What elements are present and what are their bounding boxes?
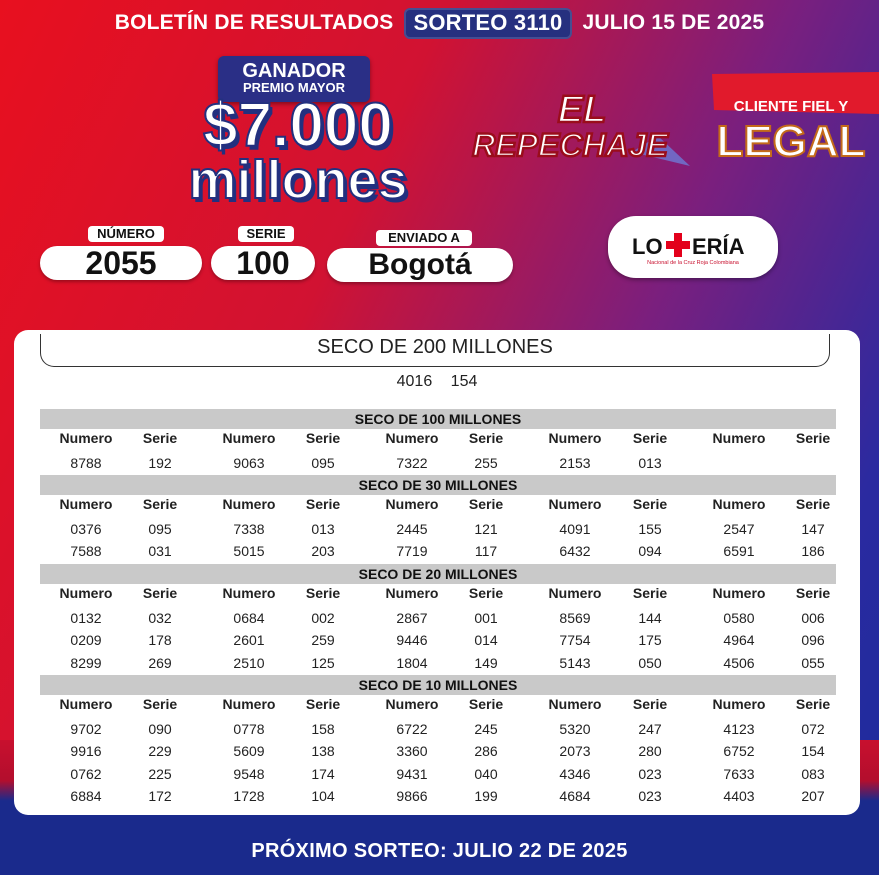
result-serie: 147 bbox=[801, 521, 825, 537]
column-header: Serie bbox=[795, 585, 831, 601]
result-numero: 7633 bbox=[723, 765, 755, 782]
column-header: Numero bbox=[222, 696, 276, 712]
result-numero: 7338 bbox=[233, 521, 265, 537]
column-header: Numero bbox=[385, 496, 439, 512]
result-numero: 5609 bbox=[233, 743, 265, 760]
result-numero: 9916 bbox=[70, 743, 102, 760]
prize-unit: millones bbox=[188, 150, 408, 210]
enviado-label: ENVIADO A bbox=[376, 230, 472, 246]
result-numero: 2547 bbox=[723, 521, 755, 537]
result-numero: 4091 bbox=[559, 521, 591, 537]
result-numero: 7754 bbox=[559, 632, 591, 649]
result-numero: 1804 bbox=[396, 654, 428, 671]
result-numero: 2073 bbox=[559, 743, 591, 760]
seco-section-title: SECO DE 30 MILLONES bbox=[40, 475, 836, 495]
column-header: Serie bbox=[468, 496, 504, 512]
result-numero: 4346 bbox=[559, 765, 591, 782]
result-numero: 4403 bbox=[723, 787, 755, 804]
result-serie: 158 bbox=[311, 721, 335, 737]
loteria-cruz-roja-logo bbox=[608, 216, 778, 278]
result-serie: 175 bbox=[638, 632, 662, 649]
result-serie: 172 bbox=[148, 787, 172, 804]
result-serie: 280 bbox=[638, 743, 662, 760]
repechaje-word-text: REPECHAJE bbox=[472, 127, 668, 163]
result-numero: 9063 bbox=[233, 455, 265, 471]
seco200-serie: 154 bbox=[450, 373, 478, 390]
result-numero: 1728 bbox=[233, 787, 265, 804]
column-header: Serie bbox=[468, 585, 504, 601]
result-serie: 207 bbox=[801, 787, 825, 804]
ganador-label: GANADOR bbox=[242, 60, 346, 82]
bulletin-header bbox=[0, 8, 879, 38]
result-serie: 186 bbox=[801, 543, 825, 560]
column-header: Numero bbox=[548, 496, 602, 512]
cliente-fiel-text: CLIENTE FIEL Y bbox=[733, 98, 849, 115]
result-numero: 6752 bbox=[723, 743, 755, 760]
result-numero: 7322 bbox=[396, 455, 428, 471]
result-numero: 9866 bbox=[396, 787, 428, 804]
column-header: Serie bbox=[142, 496, 178, 512]
column-header: Serie bbox=[305, 696, 341, 712]
column-header: Numero bbox=[222, 430, 276, 446]
result-serie: 199 bbox=[474, 787, 498, 804]
result-serie: 055 bbox=[801, 654, 825, 671]
result-numero: 0684 bbox=[233, 610, 265, 626]
result-numero: 6591 bbox=[723, 543, 755, 560]
seco200-result bbox=[14, 373, 860, 391]
cliente-fiel-legal-logo bbox=[704, 70, 879, 170]
loteria-subtitle: Nacional de la Cruz Roja Colombiana bbox=[647, 260, 739, 266]
result-numero: 2445 bbox=[396, 521, 428, 537]
seco-section-title: SECO DE 10 MILLONES bbox=[40, 675, 836, 695]
seco-section-title: SECO DE 100 MILLONES bbox=[40, 409, 836, 429]
sorteo-badge: SORTEO 3110 bbox=[404, 8, 573, 39]
column-header: Serie bbox=[142, 585, 178, 601]
result-serie: 050 bbox=[638, 654, 662, 671]
column-header: Numero bbox=[548, 430, 602, 446]
bulletin-title: BOLETÍN DE RESULTADOS bbox=[114, 11, 394, 34]
result-serie: 094 bbox=[638, 543, 662, 560]
result-numero: 4506 bbox=[723, 654, 755, 671]
result-serie: 138 bbox=[311, 743, 335, 760]
result-serie: 286 bbox=[474, 743, 498, 760]
result-serie: 154 bbox=[801, 743, 825, 760]
loteria-logo-graphic bbox=[608, 216, 778, 278]
serie-label: SERIE bbox=[238, 226, 294, 242]
result-numero: 0778 bbox=[233, 721, 265, 737]
column-header: Serie bbox=[305, 585, 341, 601]
result-serie: 178 bbox=[148, 632, 172, 649]
prize-amount: $7.000 bbox=[203, 91, 393, 160]
result-numero: 0580 bbox=[723, 610, 755, 626]
result-serie: 104 bbox=[311, 787, 335, 804]
result-numero: 8299 bbox=[70, 654, 102, 671]
result-serie: 144 bbox=[638, 610, 662, 626]
result-numero: 6884 bbox=[70, 787, 102, 804]
result-serie: 174 bbox=[311, 765, 335, 782]
column-header: Serie bbox=[632, 585, 668, 601]
draw-date: JULIO 15 DE 2025 bbox=[582, 11, 765, 34]
el-repechaje-logo bbox=[462, 86, 692, 176]
loteria-lo-text: LO bbox=[632, 234, 663, 259]
winning-number: 2055 bbox=[40, 246, 202, 280]
result-serie: 229 bbox=[148, 743, 172, 760]
result-numero: 5320 bbox=[559, 721, 591, 737]
result-serie: 032 bbox=[148, 610, 172, 626]
result-numero: 9702 bbox=[70, 721, 102, 737]
result-serie: 149 bbox=[474, 654, 498, 671]
result-serie: 155 bbox=[638, 521, 662, 537]
seco-section-title: SECO DE 20 MILLONES bbox=[40, 564, 836, 584]
result-serie: 090 bbox=[148, 721, 172, 737]
column-header: Serie bbox=[795, 430, 831, 446]
column-header: Serie bbox=[468, 696, 504, 712]
column-header: Numero bbox=[548, 696, 602, 712]
result-numero: 7588 bbox=[70, 543, 102, 560]
column-header: Numero bbox=[712, 585, 766, 601]
column-header: Numero bbox=[385, 696, 439, 712]
result-serie: 031 bbox=[148, 543, 172, 560]
result-serie: 014 bbox=[474, 632, 498, 649]
next-draw-footer: PRÓXIMO SORTEO: JULIO 22 DE 2025 bbox=[251, 840, 628, 862]
seco200-title: SECO DE 200 MILLONES bbox=[317, 336, 553, 358]
result-serie: 013 bbox=[311, 521, 335, 537]
result-serie: 095 bbox=[148, 521, 172, 537]
result-serie: 245 bbox=[474, 721, 498, 737]
column-header: Serie bbox=[632, 496, 668, 512]
column-header: Numero bbox=[385, 430, 439, 446]
column-header: Numero bbox=[222, 496, 276, 512]
results-card bbox=[14, 330, 860, 815]
result-numero: 2510 bbox=[233, 654, 265, 671]
column-header: Numero bbox=[712, 496, 766, 512]
result-numero: 9431 bbox=[396, 765, 428, 782]
result-numero: 8788 bbox=[70, 455, 102, 471]
column-header: Numero bbox=[59, 496, 113, 512]
column-header: Serie bbox=[632, 430, 668, 446]
result-numero: 8569 bbox=[559, 610, 591, 626]
result-numero: 2867 bbox=[396, 610, 428, 626]
winning-serie: 100 bbox=[211, 246, 315, 280]
result-serie: 247 bbox=[638, 721, 662, 737]
result-serie: 225 bbox=[148, 765, 172, 782]
result-serie: 121 bbox=[474, 521, 498, 537]
premio-mayor-label: PREMIO MAYOR bbox=[242, 80, 346, 95]
result-serie: 001 bbox=[474, 610, 498, 626]
result-numero: 5015 bbox=[233, 543, 265, 560]
result-numero: 9446 bbox=[396, 632, 428, 649]
result-numero: 5143 bbox=[559, 654, 591, 671]
result-numero: 2601 bbox=[233, 632, 265, 649]
column-header: Numero bbox=[385, 585, 439, 601]
column-header: Serie bbox=[305, 496, 341, 512]
column-header: Serie bbox=[795, 696, 831, 712]
enviado-city: Bogotá bbox=[327, 248, 513, 282]
loteria-eria-text: ERÍA bbox=[692, 234, 745, 259]
red-cross-horizontal bbox=[666, 241, 690, 249]
result-serie: 259 bbox=[311, 632, 335, 649]
result-serie: 072 bbox=[801, 721, 825, 737]
result-serie bbox=[778, 454, 848, 472]
column-header: Serie bbox=[142, 430, 178, 446]
column-header: Numero bbox=[59, 585, 113, 601]
result-numero: 0132 bbox=[70, 610, 102, 626]
result-numero bbox=[704, 454, 774, 472]
result-numero: 6432 bbox=[559, 543, 591, 560]
result-numero: 7719 bbox=[396, 543, 428, 560]
result-serie: 095 bbox=[311, 455, 335, 471]
result-serie: 013 bbox=[638, 455, 662, 471]
result-numero: 0209 bbox=[70, 632, 102, 649]
result-serie: 117 bbox=[474, 543, 498, 560]
result-numero: 4964 bbox=[723, 632, 755, 649]
result-serie: 203 bbox=[311, 543, 335, 560]
column-header: Numero bbox=[222, 585, 276, 601]
column-header: Serie bbox=[795, 496, 831, 512]
result-serie: 192 bbox=[148, 455, 172, 471]
column-header: Numero bbox=[712, 696, 766, 712]
column-header: Serie bbox=[632, 696, 668, 712]
result-serie: 269 bbox=[148, 654, 172, 671]
result-numero: 2153 bbox=[559, 455, 591, 471]
column-header: Numero bbox=[548, 585, 602, 601]
result-numero: 6722 bbox=[396, 721, 428, 737]
repechaje-el-text: EL bbox=[557, 89, 607, 131]
result-serie: 040 bbox=[474, 765, 498, 782]
numero-label: NÚMERO bbox=[88, 226, 164, 242]
result-serie: 125 bbox=[311, 654, 335, 671]
column-header: Serie bbox=[468, 430, 504, 446]
result-serie: 023 bbox=[638, 765, 662, 782]
legal-text: LEGAL bbox=[716, 117, 866, 166]
seco200-numero: 4016 bbox=[396, 373, 433, 390]
result-numero: 4123 bbox=[723, 721, 755, 737]
result-numero: 0376 bbox=[70, 521, 102, 537]
column-header: Numero bbox=[59, 696, 113, 712]
result-serie: 023 bbox=[638, 787, 662, 804]
column-header: Serie bbox=[142, 696, 178, 712]
result-serie: 096 bbox=[801, 632, 825, 649]
result-serie: 255 bbox=[474, 455, 498, 471]
result-numero: 4684 bbox=[559, 787, 591, 804]
result-serie: 083 bbox=[801, 765, 825, 782]
result-serie: 002 bbox=[311, 610, 335, 626]
result-serie: 006 bbox=[801, 610, 825, 626]
result-numero: 0762 bbox=[70, 765, 102, 782]
column-header: Numero bbox=[59, 430, 113, 446]
result-numero: 9548 bbox=[233, 765, 265, 782]
column-header: Serie bbox=[305, 430, 341, 446]
result-numero: 3360 bbox=[396, 743, 428, 760]
column-header: Numero bbox=[712, 430, 766, 446]
